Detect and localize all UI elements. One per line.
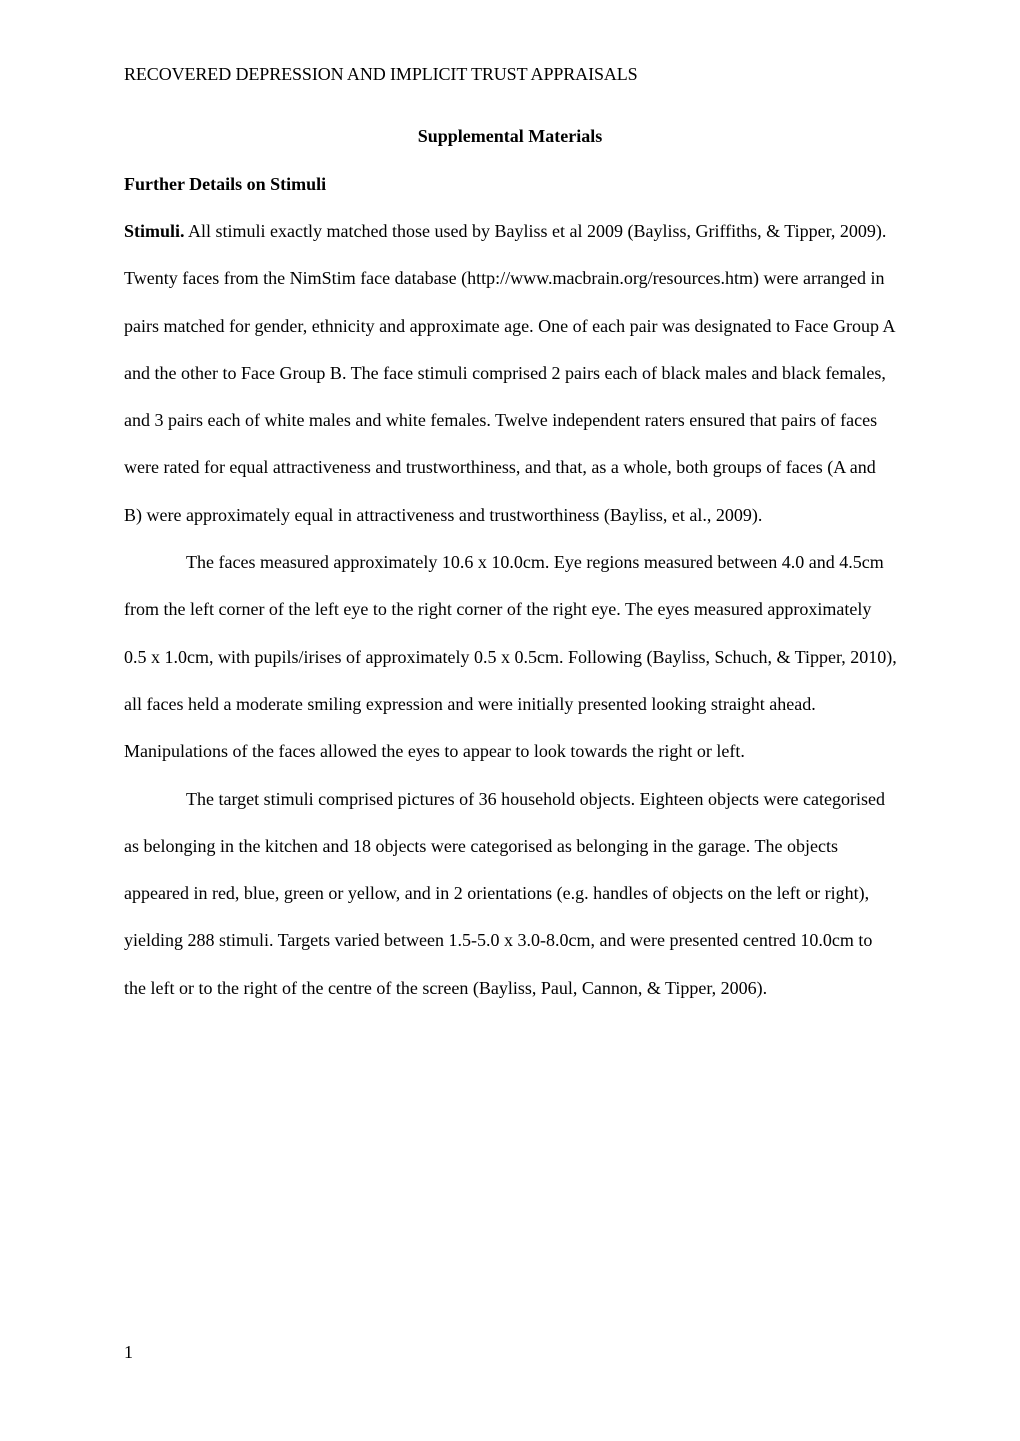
paragraph-text: All stimuli exactly matched those used by Bayliss et al 2009 (Bayliss, Griffiths, & Tipper, 2009). Twenty faces from the NimStim face database (http://www.macbrain.org/resources.htm) were arranged in pairs matched for gender, ethnicity and approximate age. One of each pair was designated to Face Group A and the other to Face Group B. The face stimuli comprised 2 pairs each of black males and black females, and 3 pairs each of white males and white females. Twelve independent raters ensured that pairs of faces were rated for equal attractiveness and trustworthiness, and that, as a whole, both groups of faces (A and B) were approximately equal in attractiveness and trustworthiness (Bayliss, et al., 2009). (124, 221, 895, 525)
paragraph-stimuli (124, 208, 898, 539)
running-head: RECOVERED DEPRESSION AND IMPLICIT TRUST APPRAISALS (124, 64, 638, 84)
page-number: 1 (124, 1342, 133, 1362)
page-title: Supplemental Materials (417, 126, 603, 146)
section-heading: Further Details on Stimuli (124, 174, 327, 194)
paragraph-face-measurements: The faces measured approximately 10.6 x 10.0cm. Eye regions measured between 4.0 and 4.5cm from the left corner of the left eye to the right corner of the right eye. The eyes measured approximately 0.5 x 1.0cm, with pupils/irises of approximately 0.5 x 0.5cm. Following (Bayliss, Schuch, & Tipper, 2010), all faces held a moderate smiling expression and were initially presented looking straight ahead. Manipulations of the faces allowed the eyes to appear to look towards the right or left. (124, 552, 897, 762)
body-text (124, 208, 898, 1012)
run-in-heading: Stimuli. (124, 221, 185, 241)
paragraph-target-stimuli: The target stimuli comprised pictures of 36 household objects. Eighteen objects were categorised as belonging in the kitchen and 18 objects were categorised as belonging in the garage. The objects appeared in red, blue, green or yellow, and in 2 orientations (e.g. handles of objects on the left or right), yielding 288 stimuli. Targets varied between 1.5-5.0 x 3.0-8.0cm, and were presented centred 10.0cm to the left or to the right of the centre of the screen (Bayliss, Paul, Cannon, & Tipper, 2006). (124, 788, 885, 998)
